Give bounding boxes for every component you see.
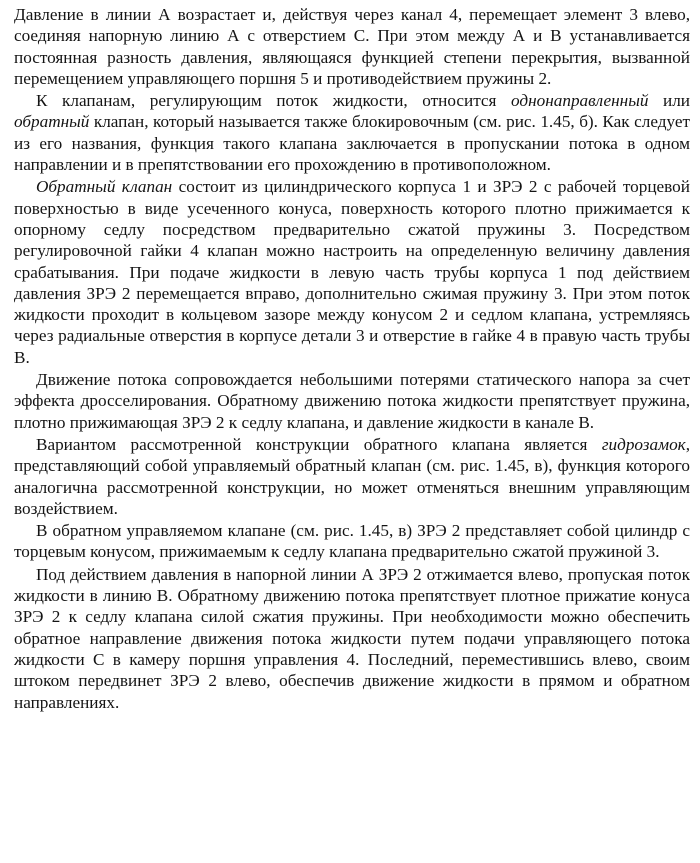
text-run: клапан, который называется также блокировочным (см. рис. 1.45, б). Как следует из его названия, функция такого клапана заключается в пропускании потока в одном направлении и в препятствовании его прохождению в противоположном. [14, 112, 690, 175]
text-run: Движение потока сопровождается небольшими потерями статического напора за счет эффекта дросселирования. Обратному движению потока жидкости препятствует пружина, плотно прижимающая ЗРЭ 2 к седлу клапана, и давление жидкости в канале В. [14, 370, 690, 432]
paragraph-5 [14, 434, 690, 519]
paragraph-6 [14, 520, 690, 563]
text-run: Вариантом рассмотренной конструкции обратного клапана является [36, 434, 602, 454]
italic-term: гидрозамок [601, 434, 686, 454]
text-run: состоит из цилиндрического корпуса 1 и ЗРЭ 2 с рабочей торцевой поверхностью в виде усеченного конуса, поверхность которого плотно прижимается к опорному седлу посредством предварительно сжатой пружины 3. Посредством регулировочной гайки 4 клапан можно настроить на определенную величину давления срабатывания. При подаче жидкости в левую часть трубы корпуса 1 под действием давления ЗРЭ 2 перемещается вправо, дополнительно сжимая пружину 3. При этом поток жидкости проходит в кольцевом зазоре между конусом 2 и седлом клапана, устремляясь через радиальные отверстия в корпусе детали 3 и отверстие в гайке 4 в правую часть трубы В. [14, 177, 690, 367]
italic-term: обратный [14, 112, 90, 132]
text-run: или [648, 91, 690, 111]
text-run: В обратном управляемом клапане (см. рис. 1.45, в) ЗРЭ 2 представляет собой цилиндр с торцевым конусом, прижимаемым к седлу клапана предварительно сжатой пружиной 3. [14, 521, 690, 562]
text-run: Под действием давления в напорной линии А ЗРЭ 2 отжимается влево, пропуская поток жидкости в линию В. Обратному движению потока препятствует плотное прижатие конуса ЗРЭ 2 к седлу клапана силой сжатия пружины. При необходимости можно обеспечить обратное направление движения потока жидкости путем подачи управляющего потока жидкости С в камеру поршня управления 4. Последний, переместившись влево, своим штоком передвинет ЗРЭ 2 влево, обеспечив движение жидкости в прямом и обратном направлениях. [14, 564, 690, 712]
paragraph-7 [14, 564, 690, 713]
paragraph-1 [14, 4, 690, 89]
text-run: К клапанам, регулирующим поток жидкости, относится [36, 91, 512, 111]
paragraph-2 [14, 90, 690, 175]
text-run: Давление в линии А возрастает и, действуя через канал 4, перемещает элемент 3 влево, соединяя напорную линию А с отверстием С. При этом между А и В устанавливается постоянная разность давления, являющаяся функцией степени перекрытия, вызванной перемещением управляющего поршня 5 и противодействием пружины 2. [14, 5, 690, 88]
text-run: , представляющий собой управляемый обратный клапан (см. рис. 1.45, в), функция которого аналогична рассмотренной конструкции, но может отменяться внешним управляющим воздействием. [14, 434, 690, 518]
paragraph-3 [14, 176, 690, 368]
paragraph-4 [14, 369, 690, 433]
italic-term: Обратный клапан [36, 177, 173, 197]
italic-term: однонаправленный [511, 91, 649, 111]
